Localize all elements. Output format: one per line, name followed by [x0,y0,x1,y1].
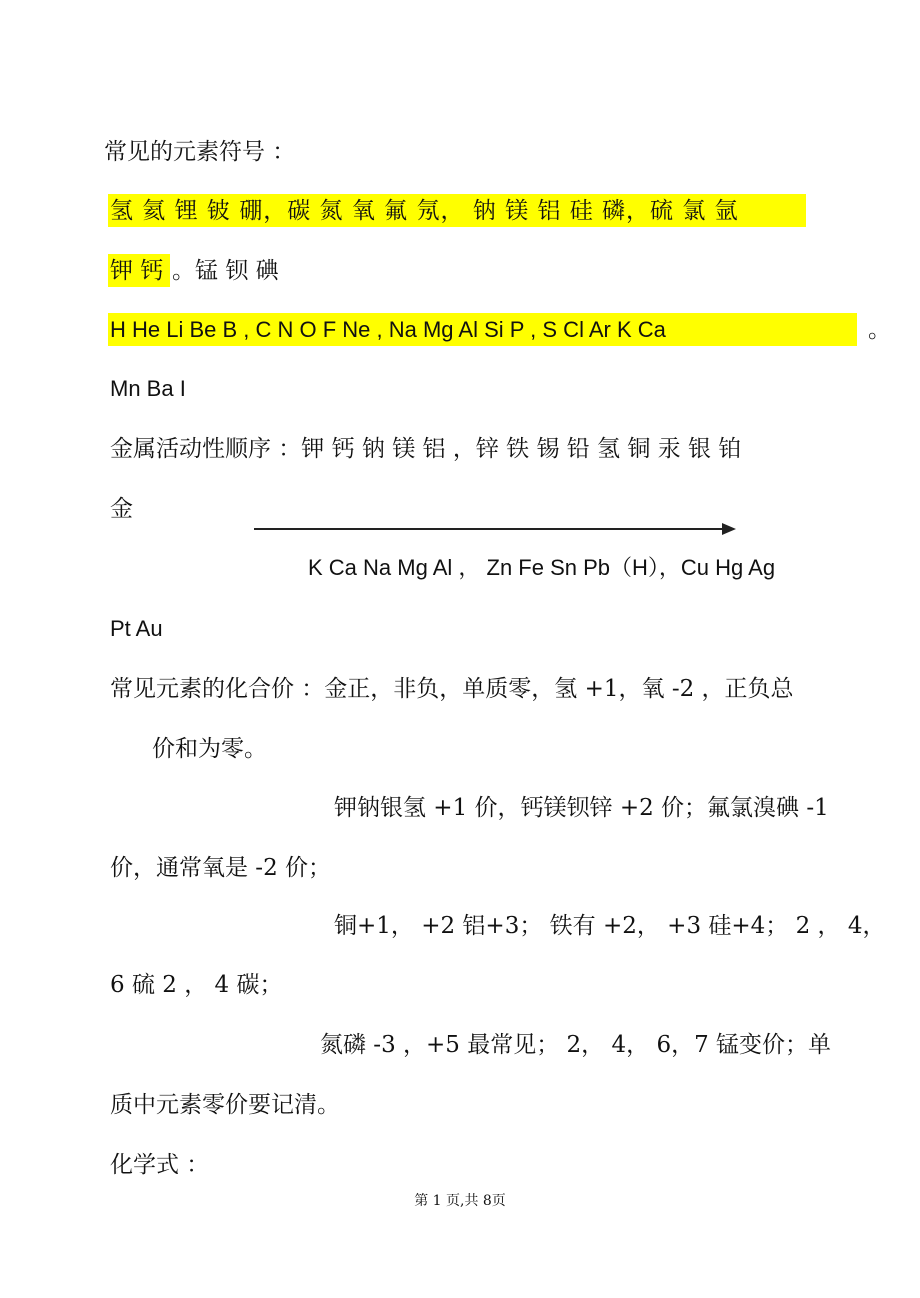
element-names-row-1: 氢 氦 锂 铍 硼，碳 氮 氧 氟 氖， 钠 镁 铝 硅 磷，硫 氯 氩 [110,198,739,224]
period-mark: 。 [868,317,891,343]
valence-heading: 常见元素的化合价 ：金正，非负，单质零，氢 +1，氧 -2 ，正负总 [110,676,794,702]
chemical-formula-heading: 化学式 ： [110,1152,210,1178]
activity-series-continued: 金 [110,496,133,522]
element-names-row-2a: 钾 钙 [110,258,164,284]
element-symbols-row: H He Li Be B , C N O F Ne , Na Mg Al Si P , S Cl Ar K Ca [110,317,666,342]
activity-series-symbols: K Ca Na Mg Al ， Zn Fe Sn Pb（H），Cu Hg Ag [308,555,776,580]
valence-line-6: 6 硫 2 ， 4 碳； [110,972,283,998]
valence-line-4: 价，通常氧是 -2 价； [110,855,332,881]
page-number-footer: 第 1 页,共 8页 [414,1193,506,1209]
activity-series-symbols-2: Pt Au [110,616,163,641]
activity-series-heading: 金属活动性顺序 ：钾 钙 钠 镁 铝 ，锌 铁 锡 铅 氢 铜 汞 银 铂 [110,436,742,462]
valence-line-7: 氮磷 -3 ，+5 最常见； 2， 4， 6，7 锰变价；单 [320,1032,832,1058]
element-names-row-2b: 。锰 钡 碘 [172,258,279,284]
element-symbols-row-2: Mn Ba I [110,376,186,401]
valence-line-2: 价和为零。 [152,736,267,762]
heading-element-symbols: 常见的元素符号 ： [104,139,296,165]
valence-line-5: 铜+1， +2 铝+3； 铁有 +2， +3 硅+4； 2 ， 4， [334,913,886,939]
valence-line-3: 钾钠银氢 +1 价，钙镁钡锌 +2 价；氟氯溴碘 -1 [334,795,829,821]
valence-line-8: 质中元素零价要记清。 [110,1092,340,1118]
arrow-right-icon [254,528,724,530]
